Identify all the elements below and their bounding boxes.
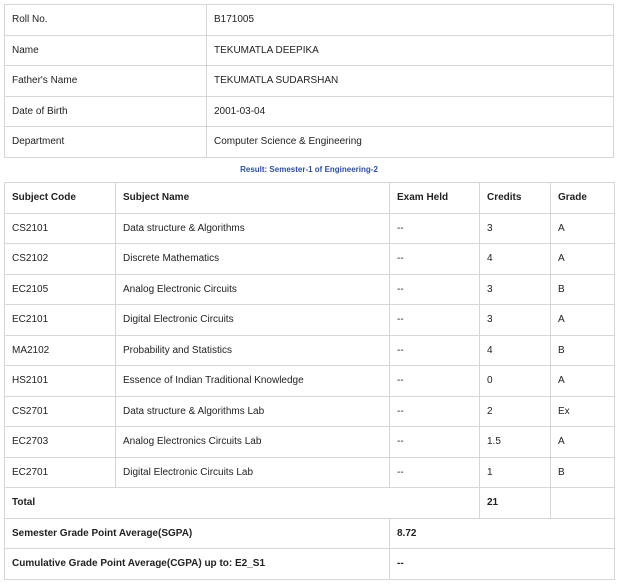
sgpa-row xyxy=(5,518,615,549)
department-value: Computer Science & Engineering xyxy=(207,127,614,158)
table-row xyxy=(5,457,615,488)
header-subject-name: Subject Name xyxy=(116,183,390,214)
department-row xyxy=(5,127,614,158)
subject-name: Digital Electronic Circuits xyxy=(116,305,390,336)
header-exam-held: Exam Held xyxy=(390,183,480,214)
father-value: TEKUMATLA SUDARSHAN xyxy=(207,66,614,97)
roll-label: Roll No. xyxy=(5,5,207,36)
grade: A xyxy=(551,213,615,244)
table-row xyxy=(5,213,615,244)
subject-name: Digital Electronic Circuits Lab xyxy=(116,457,390,488)
sgpa-label: Semester Grade Point Average(SGPA) xyxy=(5,518,390,549)
grade: B xyxy=(551,274,615,305)
grade: B xyxy=(551,335,615,366)
dob-row xyxy=(5,96,614,127)
credits: 3 xyxy=(480,305,551,336)
total-grade-empty xyxy=(551,488,615,519)
header-grade: Grade xyxy=(551,183,615,214)
subject-name: Probability and Statistics xyxy=(116,335,390,366)
exam-held: -- xyxy=(390,274,480,305)
credits: 1.5 xyxy=(480,427,551,458)
name-row xyxy=(5,35,614,66)
exam-held: -- xyxy=(390,396,480,427)
grade: B xyxy=(551,457,615,488)
table-row xyxy=(5,305,615,336)
grade: A xyxy=(551,305,615,336)
cgpa-value: -- xyxy=(390,549,615,580)
exam-held: -- xyxy=(390,305,480,336)
header-credits: Credits xyxy=(480,183,551,214)
student-info-table xyxy=(4,4,614,158)
grade: A xyxy=(551,244,615,275)
grade: A xyxy=(551,427,615,458)
name-value: TEKUMATLA DEEPIKA xyxy=(207,35,614,66)
credits: 0 xyxy=(480,366,551,397)
subject-name: Data structure & Algorithms Lab xyxy=(116,396,390,427)
subject-code: CS2101 xyxy=(5,213,116,244)
exam-held: -- xyxy=(390,427,480,458)
subject-name: Discrete Mathematics xyxy=(116,244,390,275)
subject-name: Essence of Indian Traditional Knowledge xyxy=(116,366,390,397)
father-label: Father's Name xyxy=(5,66,207,97)
exam-held: -- xyxy=(390,457,480,488)
header-subject-code: Subject Code xyxy=(5,183,116,214)
subject-code: HS2101 xyxy=(5,366,116,397)
subject-code: CS2701 xyxy=(5,396,116,427)
grade: A xyxy=(551,366,615,397)
table-row xyxy=(5,335,615,366)
dob-label: Date of Birth xyxy=(5,96,207,127)
sgpa-value: 8.72 xyxy=(390,518,615,549)
subject-code: EC2703 xyxy=(5,427,116,458)
roll-value: B171005 xyxy=(207,5,614,36)
subject-name: Analog Electronics Circuits Lab xyxy=(116,427,390,458)
exam-held: -- xyxy=(390,213,480,244)
total-credits: 21 xyxy=(480,488,551,519)
credits: 1 xyxy=(480,457,551,488)
table-row xyxy=(5,396,615,427)
credits: 3 xyxy=(480,213,551,244)
exam-held: -- xyxy=(390,366,480,397)
subject-code: EC2701 xyxy=(5,457,116,488)
table-row xyxy=(5,244,615,275)
table-row xyxy=(5,274,615,305)
result-title: Result: Semester-1 of Engineering-2 xyxy=(240,165,378,174)
credits: 3 xyxy=(480,274,551,305)
father-row xyxy=(5,66,614,97)
dob-value: 2001-03-04 xyxy=(207,96,614,127)
name-label: Name xyxy=(5,35,207,66)
credits: 4 xyxy=(480,244,551,275)
roll-row xyxy=(5,5,614,36)
grades-table xyxy=(4,182,615,580)
subject-code: CS2102 xyxy=(5,244,116,275)
subject-name: Data structure & Algorithms xyxy=(116,213,390,244)
table-row xyxy=(5,427,615,458)
exam-held: -- xyxy=(390,244,480,275)
total-label: Total xyxy=(5,488,480,519)
exam-held: -- xyxy=(390,335,480,366)
department-label: Department xyxy=(5,127,207,158)
grades-header-row xyxy=(5,183,615,214)
subject-code: EC2101 xyxy=(5,305,116,336)
credits: 2 xyxy=(480,396,551,427)
total-row xyxy=(5,488,615,519)
table-row xyxy=(5,366,615,397)
cgpa-label: Cumulative Grade Point Average(CGPA) up to: E2_S1 xyxy=(5,549,390,580)
grade: Ex xyxy=(551,396,615,427)
subject-code: EC2105 xyxy=(5,274,116,305)
subject-name: Analog Electronic Circuits xyxy=(116,274,390,305)
cgpa-row xyxy=(5,549,615,580)
subject-code: MA2102 xyxy=(5,335,116,366)
credits: 4 xyxy=(480,335,551,366)
